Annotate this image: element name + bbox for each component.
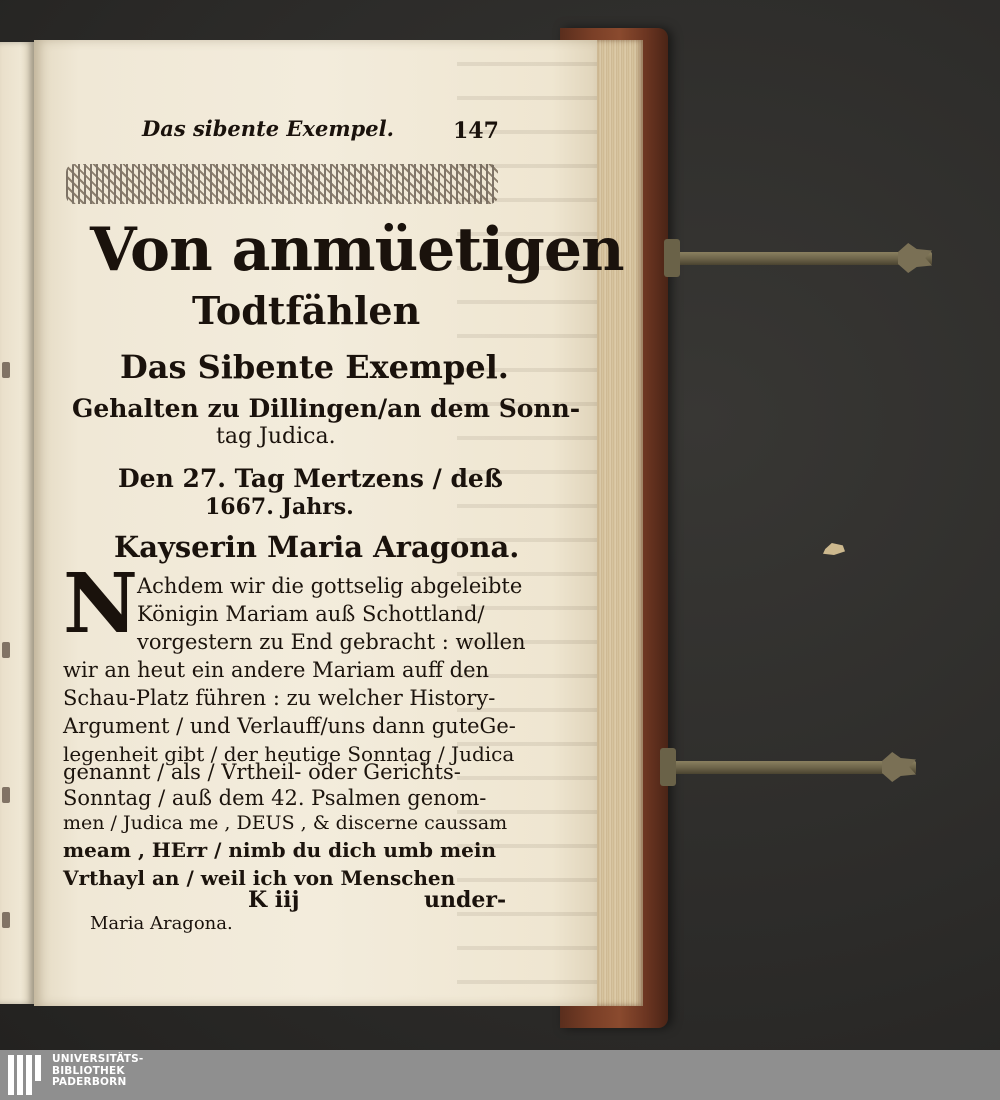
left-page-mark bbox=[2, 787, 10, 803]
body-line: vorgestern zu End gebracht : wollen bbox=[137, 630, 526, 654]
decorative-border bbox=[66, 164, 498, 204]
library-name-line-2: BIBLIOTHEK bbox=[52, 1064, 125, 1077]
catchword: under- bbox=[424, 887, 507, 913]
body-line: Königin Mariam auß Schottland/ bbox=[137, 602, 485, 626]
body-line: Argument / und Verlauff/uns dann guteGe- bbox=[63, 714, 516, 738]
body-line: wir an heut ein andere Mariam auff den bbox=[63, 658, 490, 682]
date-line-1: Den 27. Tag Mertzens / deß bbox=[118, 464, 503, 493]
library-name-line-1: UNIVERSITÄTS- bbox=[52, 1053, 144, 1065]
decorated-initial: N bbox=[63, 556, 138, 652]
left-page-edge bbox=[0, 42, 34, 1004]
held-line-2: tag Judica. bbox=[216, 424, 336, 449]
page-fore-edge bbox=[597, 40, 643, 1006]
held-line-1: Gehalten zu Dillingen/an dem Sonn- bbox=[72, 394, 581, 423]
library-name bbox=[52, 1054, 143, 1089]
lower-clasp bbox=[660, 752, 916, 782]
left-page-mark bbox=[2, 912, 10, 928]
body-line: meam , HErr / nimb du dich umb mein bbox=[63, 838, 497, 862]
body-line: legenheit gibt / der heutige Sonntag / Judica bbox=[63, 742, 515, 766]
library-name-line-3: PADERBORN bbox=[52, 1076, 127, 1088]
body-line: men / Judica me , DEUS , & discerne caussam bbox=[63, 812, 508, 834]
left-page-mark bbox=[2, 362, 10, 378]
marginal-note: Maria Aragona. bbox=[90, 913, 233, 934]
library-footer bbox=[0, 1050, 1000, 1100]
body-line: Vrthayl an / weil ich von Menschen bbox=[63, 866, 456, 890]
page-number: 147 bbox=[453, 118, 499, 144]
body-line: Sonntag / auß dem 42. Psalmen genom- bbox=[63, 786, 487, 810]
left-page-mark bbox=[2, 642, 10, 658]
signature-mark: K iij bbox=[248, 887, 300, 913]
body-line: Achdem wir die gottselig abgeleibte bbox=[137, 574, 523, 598]
upper-clasp bbox=[664, 243, 932, 273]
body-line: Schau-Platz führen : zu welcher History- bbox=[63, 686, 496, 710]
section-heading: Kayserin Maria Aragona. bbox=[114, 530, 520, 564]
title-line-2: Todtfählen bbox=[192, 288, 421, 333]
running-header: Das sibente Exempel. bbox=[142, 116, 394, 141]
date-line-2: 1667. Jahrs. bbox=[205, 494, 354, 520]
paper-fragment bbox=[823, 543, 845, 555]
subtitle: Das Sibente Exempel. bbox=[120, 348, 509, 386]
body-line: genannt / als / Vrtheil- oder Gerichts- bbox=[63, 760, 461, 784]
library-logo-icon bbox=[8, 1055, 48, 1095]
title-line-1: Von anmüetigen bbox=[90, 215, 624, 285]
